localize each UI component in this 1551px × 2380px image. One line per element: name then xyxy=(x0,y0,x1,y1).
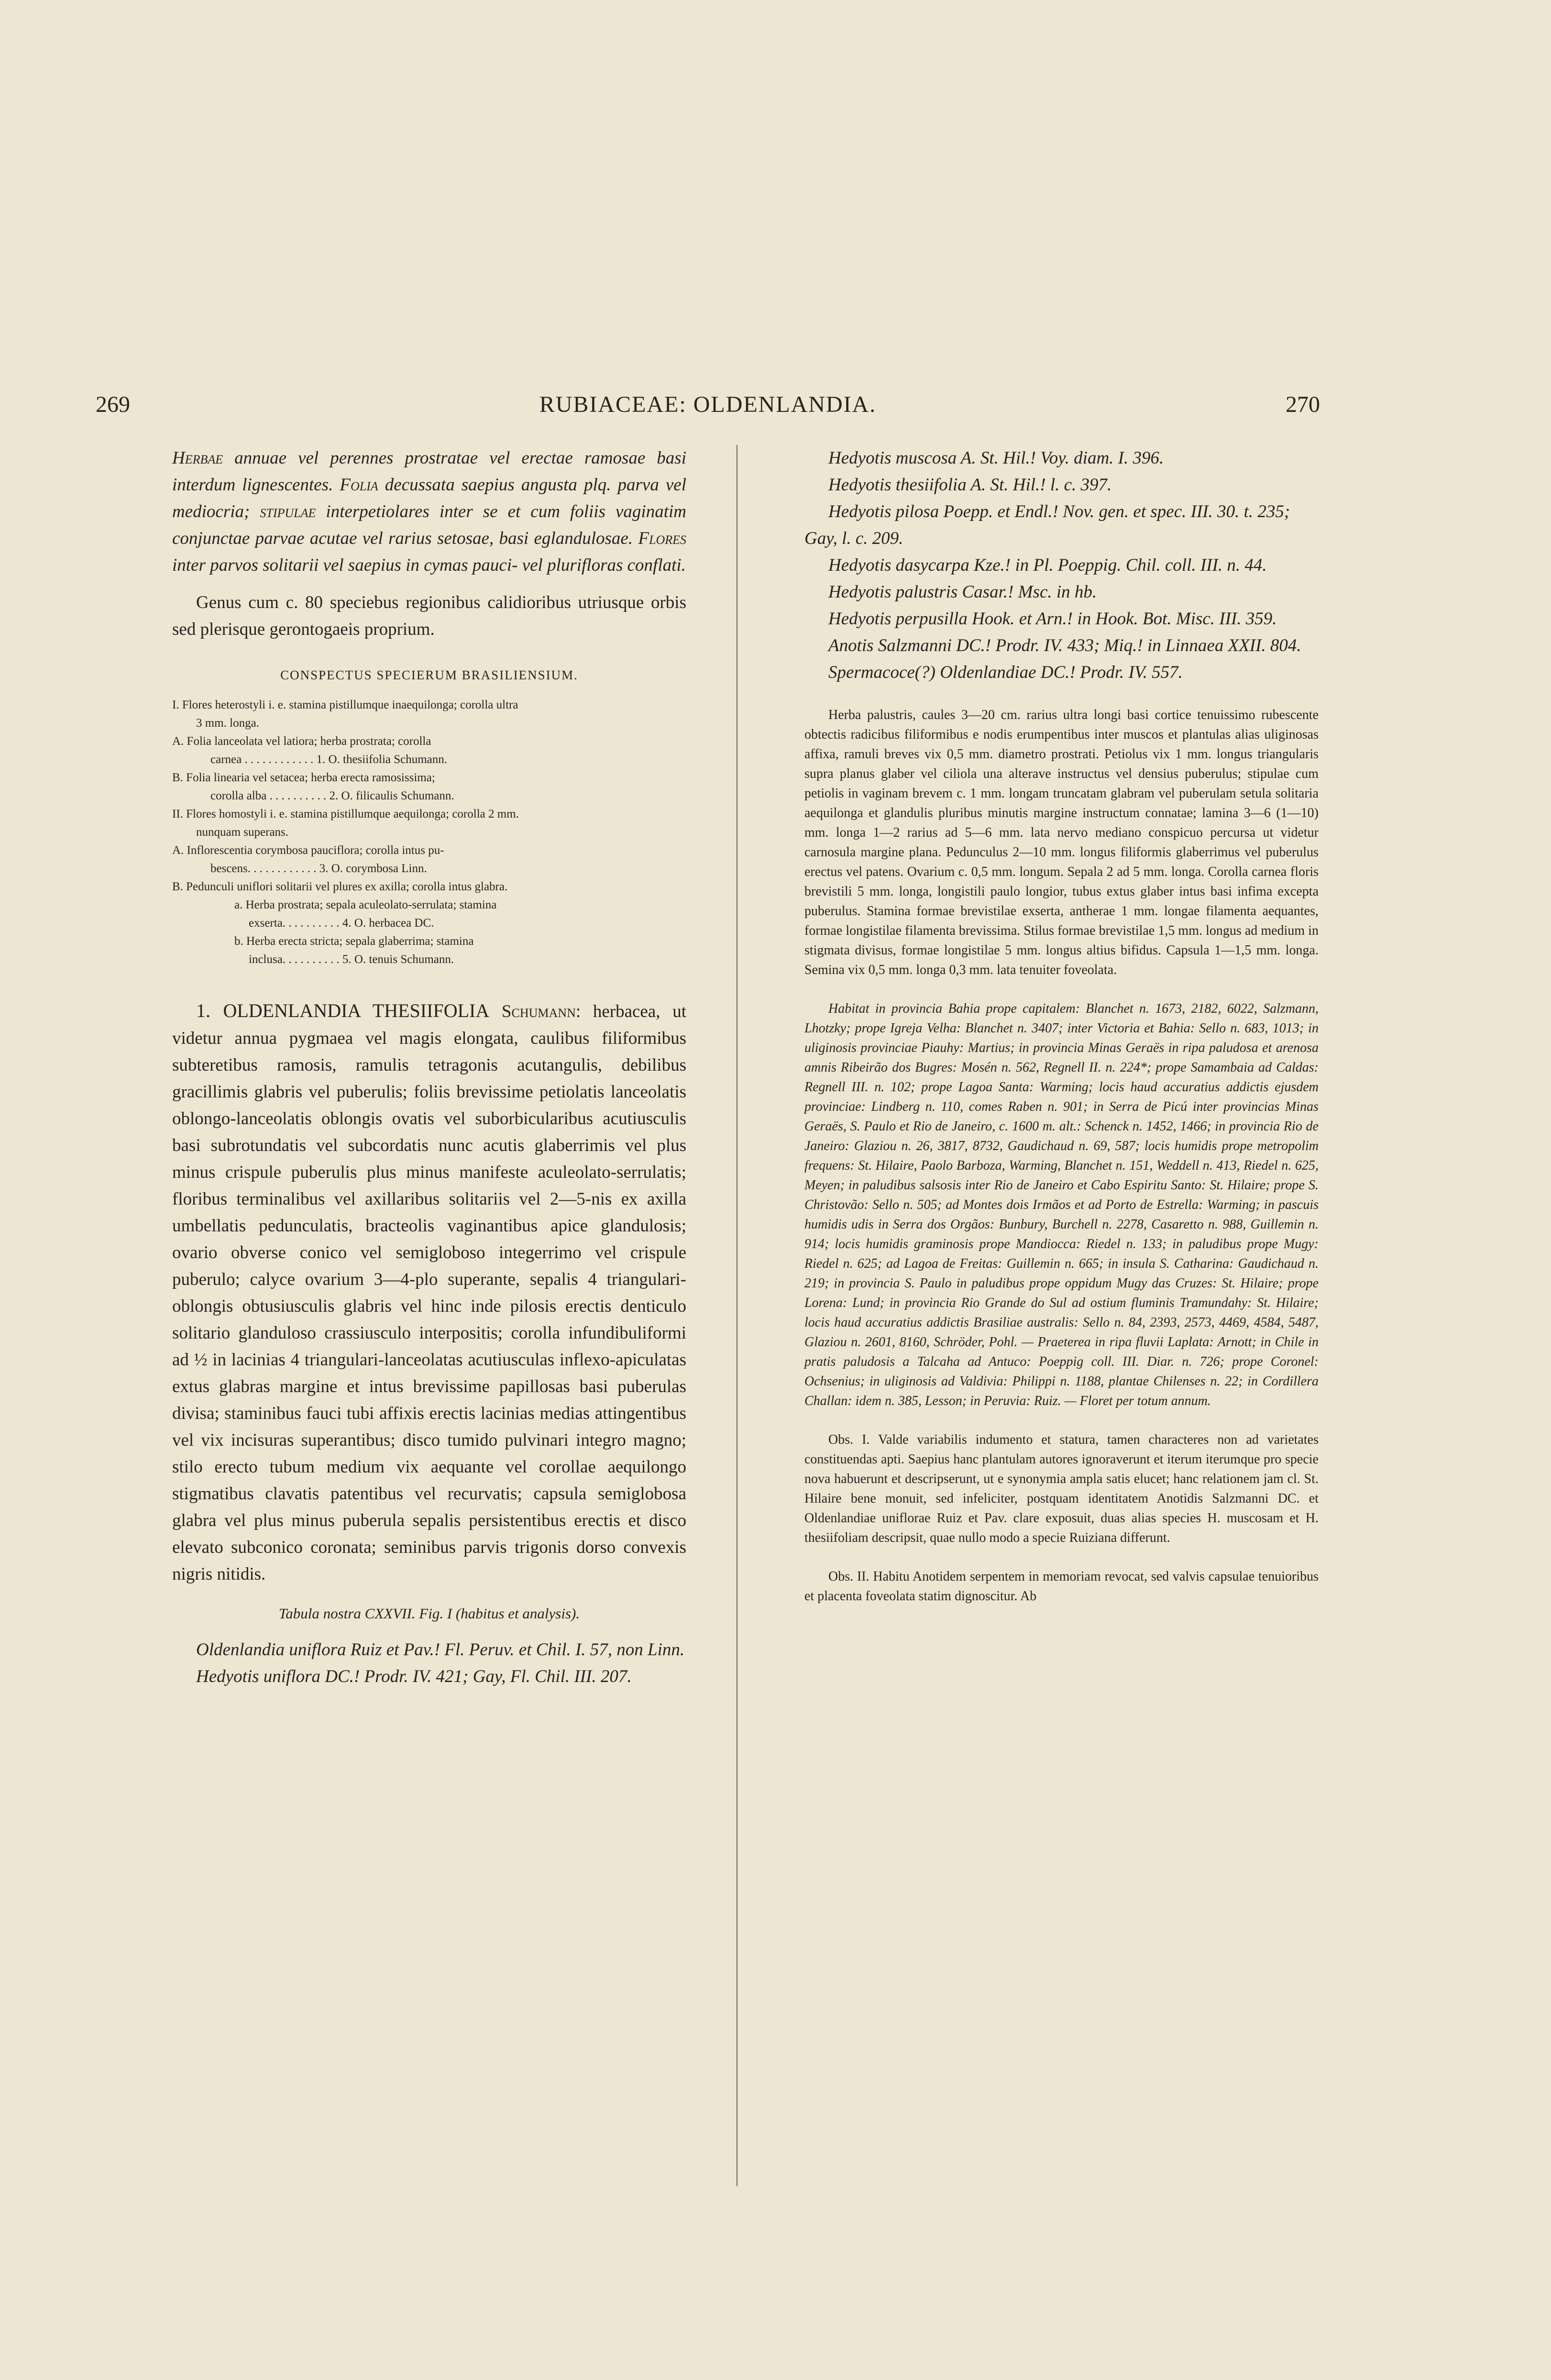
genus-lead-herbae: Herbae xyxy=(172,448,223,468)
page-header xyxy=(96,391,1320,430)
page-number-left: 269 xyxy=(96,392,130,417)
page-number-right: 270 xyxy=(1286,392,1320,417)
conspectus-row: nunquam superans. xyxy=(196,826,289,839)
conspectus-row: a. Herba prostrata; sepala aculeolato-serrulata; stamina xyxy=(234,898,497,911)
conspectus xyxy=(172,696,686,969)
morphology-description: Herba palustris, caules 3—20 cm. rarius ultra longi basi cortice tenuissimo rubescente obtectis radicibus filiformibus e nodis erumpentibus inter muscos et plantulas alias uliginosas affixa, ramuli breves vix 0,5 mm. diametro prostrati. Petiolus vix 1 mm. longus triangularis supra planus glaber vel ciliola una alterave instructus vel densius puberulus; stipulae cum petiolis in vaginam brevem c. 1 mm. longam truncatam glabram vel puberulam setula solitaria aequilonga et glandulis pluribus minutis margine instructum connatae; lamina 3—6 (1—10) mm. longa 1—2 rarius ad 5—6 mm. lata nervo mediano conspicuo percursa ut videtur carnosula margine plana. Pedunculus 2—10 mm. longus filiformis glaberrimus vel puberulus erectus vel patens. Ovarium c. 0,5 mm. longum. Sepala 2 ad 5 mm. longa. Corolla carnea floris brevistili 5 mm. longa, longistili paulo longior, tubus extus glaber intus basi infima excepta puberulus. Stamina formae brevistilae exserta, antherae 1 mm. longae filamenta aequantes, formae longistilae filamenta brevissima. Stilus formae brevistilae 1,5 mm. longus ad medium in stigmata divisus, formae longistilae 5 mm. longus altius bifidus. Capsula 1—1,5 mm. longa. Semina vix 0,5 mm. longa 0,3 mm. lata tenuiter foveolata. xyxy=(804,708,1319,977)
running-title: RUBIACEAE: OLDENLANDIA. xyxy=(539,392,877,417)
synonym: Oldenlandia uniflora Ruiz et Pav.! Fl. Peruv. et Chil. I. 57, non Linn. xyxy=(196,1640,685,1660)
conspectus-row: B. Pedunculi uniflori solitarii vel plures ex axilla; corolla intus glabra. xyxy=(172,880,508,893)
species-author: Schumann xyxy=(501,1002,576,1021)
conspectus-row: exserta. . . . . . . . . . 4. O. herbacea DC. xyxy=(249,917,434,930)
synonym: Hedyotis uniflora DC.! Prodr. IV. 421; Gay, Fl. Chil. III. 207. xyxy=(196,1667,632,1686)
synonym: Hedyotis pilosa Poepp. et Endl.! Nov. gen. et spec. III. 30. t. 235; Gay, l. c. 209. xyxy=(804,502,1290,548)
conspectus-row: B. Folia linearia vel setacea; herba erecta ramosissima; xyxy=(172,771,435,784)
right-column xyxy=(804,445,1319,1606)
genus-note: Genus cum c. 80 speciebus regionibus calidioribus utriusque orbis sed plerisque gerontogaeis proprium. xyxy=(172,593,686,639)
genus-description: Herbae annuae vel perennes prostratae vel erectae ramosae basi interdum lignescentes. Folia decussata saepius angusta plq. parva vel mediocria; stipulae interpetiolares inter se et cum foliis vaginatim conjunctae parvae acutae vel rarius setosae, basi eglandulosae. Flores inter parvos solitarii vel saepius in cymas pauci- vel plurifloras conflati. xyxy=(172,448,686,575)
synonym: Hedyotis thesiifolia A. St. Hil.! l. c. 397. xyxy=(828,475,1112,495)
synonym: Hedyotis muscosa A. St. Hil.! Voy. diam. I. 396. xyxy=(828,448,1164,468)
synonym: Anotis Salzmanni DC.! Prodr. IV. 433; Miq.! in Linnaea XXII. 804. xyxy=(828,636,1301,655)
conspectus-row: corolla alba . . . . . . . . . . 2. O. filicaulis Schumann. xyxy=(210,789,454,802)
conspectus-title: CONSPECTUS SPECIERUM BRASILIENSIUM. xyxy=(280,668,578,682)
observation-2: Obs. II. Habitu Anotidem serpentem in memoriam revocat, sed valvis capsulae tenuioribus et placenta foveolata statim dignoscitur. Ab xyxy=(804,1569,1319,1604)
conspectus-row: A. Folia lanceolata vel latiora; herba prostrata; corolla xyxy=(172,735,431,748)
synonym: Hedyotis perpusilla Hook. et Arn.! in Hook. Bot. Misc. III. 359. xyxy=(828,609,1277,629)
left-column xyxy=(172,445,686,1690)
conspectus-row: 3 mm. longa. xyxy=(196,717,259,730)
tabula-reference: Tabula nostra CXXVII. Fig. I (habitus et analysis). xyxy=(278,1605,580,1622)
conspectus-row: carnea . . . . . . . . . . . . 1. O. thesiifolia Schumann. xyxy=(210,753,448,766)
synonym: Spermacoce(?) Oldenlandiae DC.! Prodr. IV. 557. xyxy=(828,663,1183,682)
conspectus-row: A. Inflorescentia corymbosa pauciflora; corolla intus pu- xyxy=(172,844,444,857)
right-synonyms xyxy=(804,445,1319,686)
species-diagnosis: : herbacea, ut videtur annua pygmaea vel magis elongata, caulibus filiformibus subteretibus ramosis, ramulis tetragonis acutangulis, debilibus gracillimis glabris vel puberulis; foliis brevissime petiolatis lanceolatis oblongo-lanceolatis oblongis ovatis vel suborbicularibus acutiusculis basi subrotundatis vel subcordatis nunc acutis glaberrimis vel plus minus crispule puberulis plus minus manifeste aculeolato-serrulatis; floribus terminalibus vel axillaribus solitariis vel 2—5-nis ex axilla umbellatis pedunculatis, bracteolis vaginantibus apice glandulosis; ovario obverse conico vel semigloboso integerrimo vel crispule puberulo; calyce ovarium 3—4-plo superante, sepalis 4 triangulari-oblongis obtusiusculis glabris vel hinc inde pilosis erectis denticulo solitario glanduloso crassiusculo interpositis; corolla infundibuliformi ad ½ in lacinias 4 triangulari-lanceolatas acutiusculas inflexo-apiculatas extus glabras margine et intus brevissime papillosas basi puberulas divisa; staminibus fauci tubi affixis erectis lacinias medias attingentibus vel vix incisuras superantibus; disco tumido pulvinari integro magno; stilo erecto tubum medium vix aequante vel corollae aequilongo stigmatibus clavatis patentibus vel recurvatis; capsula semiglobosa glabra vel plus minus puberula sepalis persistentibus erectis et disco elevato subconico coronata; seminibus parvis trigonis dorso convexis nigris nitidis. xyxy=(172,1002,686,1584)
species-description xyxy=(172,997,686,1588)
conspectus-row: II. Flores homostyli i. e. stamina pistillumque aequilonga; corolla 2 mm. xyxy=(172,808,519,820)
species-heading: 1. OLDENLANDIA THESIIFOLIA xyxy=(196,1000,490,1021)
conspectus-row: I. Flores heterostyli i. e. stamina pistillumque inaequilonga; corolla ultra xyxy=(172,698,518,711)
left-synonyms xyxy=(172,1637,686,1690)
conspectus-row: b. Herba erecta stricta; sepala glaberrima; stamina xyxy=(234,935,474,948)
synonym: Hedyotis dasycarpa Kze.! in Pl. Poeppig. Chil. coll. III. n. 44. xyxy=(828,555,1267,575)
conspectus-row: inclusa. . . . . . . . . . 5. O. tenuis Schumann. xyxy=(249,953,454,966)
synonym: Hedyotis palustris Casar.! Msc. in hb. xyxy=(828,582,1097,602)
conspectus-row: bescens. . . . . . . . . . . . 3. O. corymbosa Linn. xyxy=(210,862,427,875)
habitat-paragraph: Habitat in provincia Bahia prope capitalem: Blanchet n. 1673, 2182, 6022, Salzmann, Lhotzky; prope Igreja Velha: Blanchet n. 3407; inter Victoria et Bahia: Sello n. 683, 1013; in uliginosis provinciae Piauhy: Martius; in provincia Minas Geraës in ripa paludosa et arenosa amnis Ribeirão dos Bugres: Mosén n. 562, Regnell II. n. 224*; prope Samambaia ad Caldas: Regnell III. n. 102; prope Lagoa Santa: Warming; locis haud accuratius addictis ejusdem provinciae: Lindberg n. 110, comes Raben n. 901; in Serra de Picú inter provincias Minas Geraës, S. Paulo et Rio de Janeiro, c. 1600 m. alt.: Schenck n. 1452, 1466; in provincia Rio de Janeiro: Glaziou n. 26, 3817, 8732, Gaudichaud n. 69, 587; locis humidis prope metropolim frequens: St. Hilaire, Paolo Barboza, Warming, Blanchet n. 151, Weddell n. 413, Riedel n. 625, Meyen; in paludibus salsosis inter Rio de Janeiro et Cabo Espiritu Santo: St. Hilaire; prope S. Christovão: Sello n. 505; ad Montes dois Irmãos et ad Porto de Estrella: Warming; in pascuis humidis udis in Serra dos Orgãos: Bunbury, Burchell n. 2278, Casaretto n. 988, Guillemin n. 914; locis humidis graminosis prope Mandiocca: Riedel n. 133; in paludibus prope Mugy: Riedel n. 625; ad Lagoa de Freitas: Guillemin n. 665; in insula S. Catharina: Gaudichaud n. 219; in provincia S. Paulo in paludibus prope oppidum Mugy das Cruzes: St. Hilaire; prope Lorena: Lund; in provincia Rio Grande do Sul ad ostium fluminis Tramundahy: St. Hilaire; locis haud accuratius addictis Brasiliae australis: Sello n. 84, 2393, 2573, 4469, 4584, 5487, Glaziou n. 2601, 8160, Schröder, Pohl. — Praeterea in ripa fluvii Laplata: Arnott; in Chile in pratis paludosis a Talcaha ad Antuco: Poeppig coll. III. Diar. n. 726; prope Coronel: Ochsenius; in uliginosis ad Valdivia: Philippi n. 1188, plantae Chilenses n. 22; in Cordillera Challan: idem n. 385, Lesson; in Peruvia: Ruiz. — Floret per totum annum. xyxy=(804,1001,1319,1408)
observation-1: Obs. I. Valde variabilis indumento et statura, tamen characteres non ad varietates constituendas apti. Saepius hanc plantulam autores ignoraverunt et iterum iterumque pro specie nova habuerunt et descripserunt, ut e synonymia ampla satis elucet; hanc relationem jam cl. St. Hilaire bene monuit, sed infeliciter, postquam identitatem Anotidis Salzmanni DC. et Oldenlandiae uniflorae Ruiz et Pav. clare exposuit, duas alias species H. muscosam et H. thesiifoliam descripsit, quae nullo modo a specie Ruiziana differunt. xyxy=(804,1432,1319,1545)
